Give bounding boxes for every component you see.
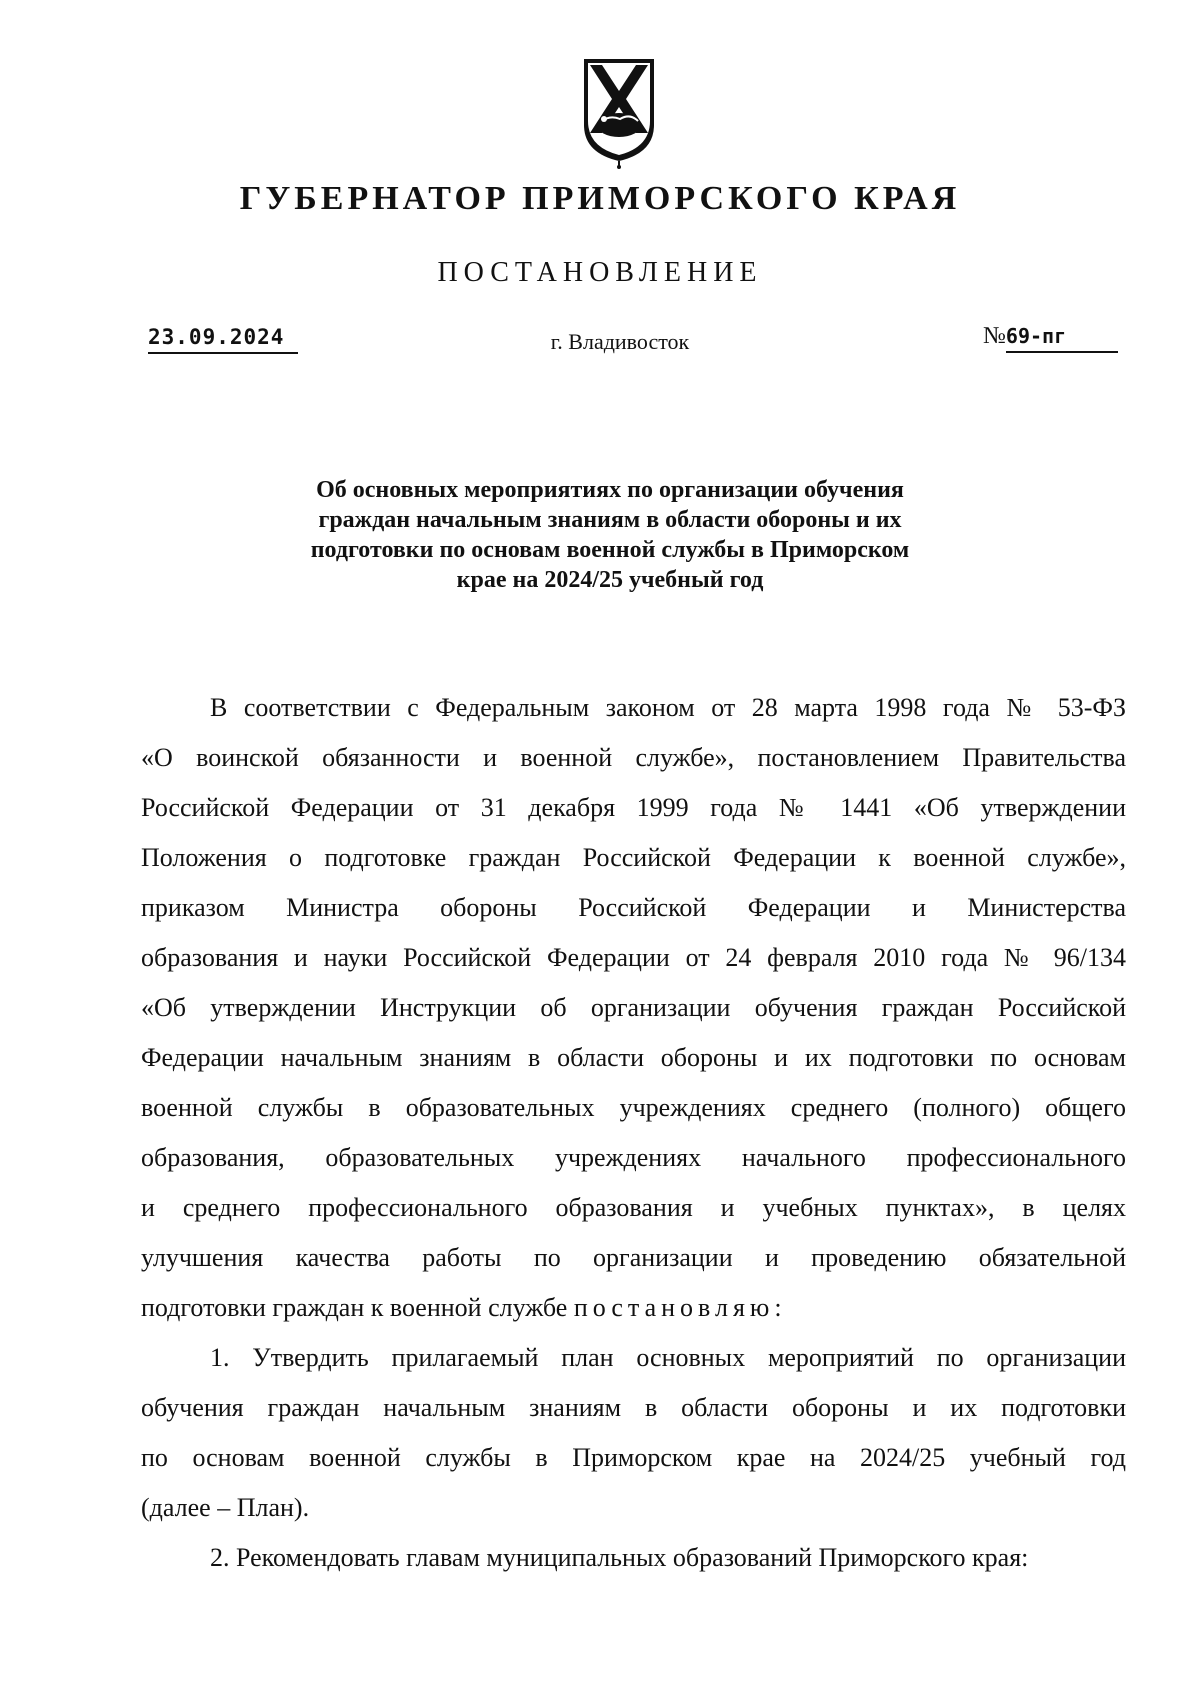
resolve-word: постановляю: <box>573 1293 787 1322</box>
item-2-paragraph <box>141 1533 1126 1583</box>
document-type: ПОСТАНОВЛЕНИЕ <box>437 257 763 288</box>
preamble-line: «Об утверждении Инструкции об организации обучения граждан Российской <box>141 993 1126 1022</box>
item-1-line: (далее – План). <box>141 1493 310 1522</box>
preamble-line: приказом Министра обороны Российской Федерации и Министерства <box>141 893 1126 922</box>
document-body <box>141 683 1126 1583</box>
document-title <box>240 475 980 595</box>
title-line: подготовки по основам военной службы в Приморском <box>310 537 910 563</box>
item-2-line: 2. Рекомендовать главам муниципальных образований Приморского края: <box>210 1543 1029 1572</box>
item-1-paragraph <box>141 1333 1126 1533</box>
preamble-last-text: подготовки граждан к военной службе <box>141 1293 568 1322</box>
preamble-last-line <box>141 1283 1126 1333</box>
number-value: 69-пг <box>1006 324 1118 353</box>
document-number <box>983 323 1133 353</box>
item-1-line: по основам военной службы в Приморском крае на 2024/25 учебный год <box>141 1443 1126 1472</box>
preamble-line: Положения о подготовке граждан Российской Федерации к военной службе», <box>141 843 1126 872</box>
preamble-line: образования, образовательных учреждениях начального профессионального <box>141 1143 1126 1172</box>
preamble-line: военной службы в образовательных учреждениях среднего (полного) общего <box>141 1093 1126 1122</box>
preamble-line: Российской Федерации от 31 декабря 1999 года № 1441 «Об утверждении <box>141 793 1126 822</box>
issuing-authority: ГУБЕРНАТОР ПРИМОРСКОГО КРАЯ <box>239 180 961 217</box>
item-1-line: обучения граждан начальным знаниям в области обороны и их подготовки <box>141 1393 1126 1422</box>
title-line: крае на 2024/25 учебный год <box>456 567 764 593</box>
document-date: 23.09.2024 <box>148 325 298 354</box>
preamble-line: улучшения качества работы по организации и проведению обязательной <box>141 1243 1126 1272</box>
preamble-line: Федерации начальным знаниям в области обороны и их подготовки по основам <box>141 1043 1126 1072</box>
number-sign: № <box>983 323 1006 349</box>
document-city: г. Владивосток <box>550 329 690 354</box>
preamble-line: образования и науки Российской Федерации от 24 февраля 2010 года № 96/134 <box>141 943 1126 972</box>
coat-of-arms-icon <box>580 55 658 170</box>
title-line: Об основных мероприятиях по организации обучения <box>316 477 904 503</box>
item-1-line: 1. Утвердить прилагаемый план основных мероприятий по организации <box>210 1343 1126 1372</box>
preamble-line: и среднего профессионального образования и учебных пунктах», в целях <box>141 1193 1126 1222</box>
preamble-line: В соответствии с Федеральным законом от 28 марта 1998 года № 53-ФЗ <box>210 693 1126 722</box>
preamble-paragraph <box>141 683 1126 1333</box>
title-line: граждан начальным знаниям в области обороны и их <box>318 507 902 533</box>
preamble-line: «О воинской обязанности и военной службе», постановлением Правительства <box>141 743 1126 772</box>
